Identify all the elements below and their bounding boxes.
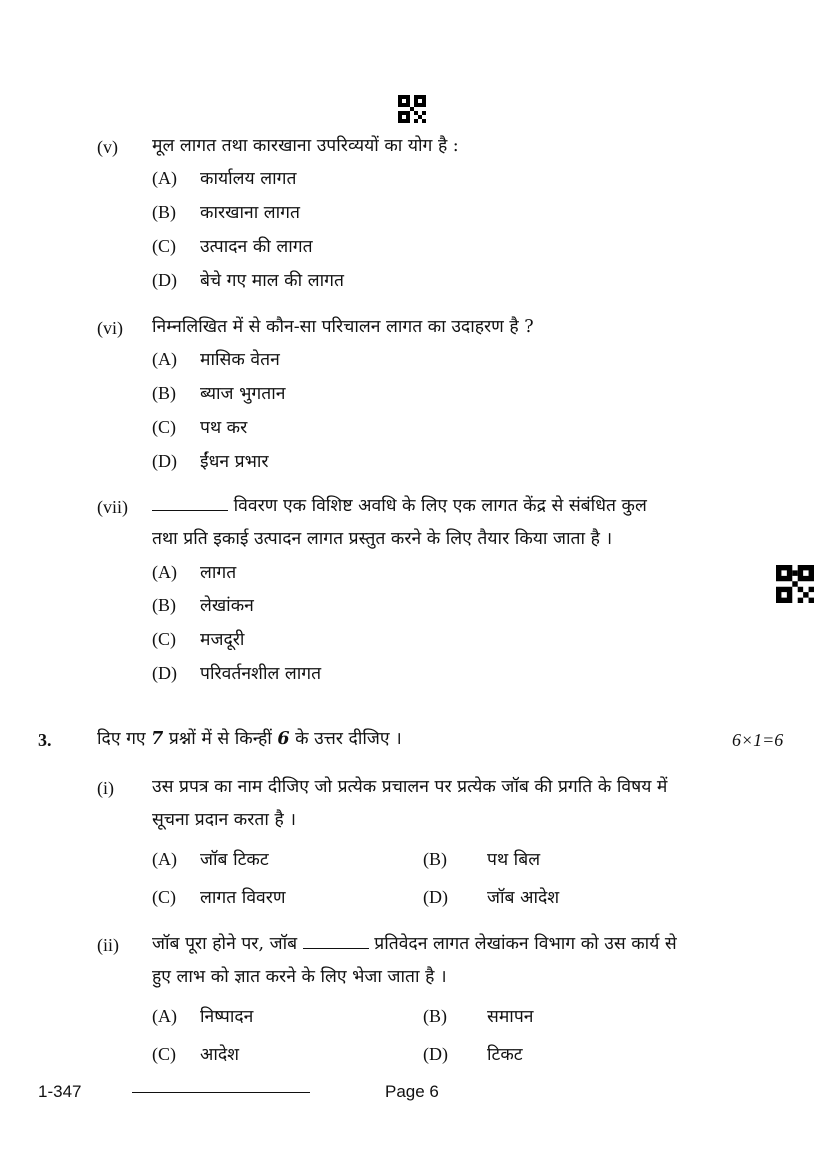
option-text: आदेश (200, 1045, 240, 1065)
option-text: उत्पादन की लागत (200, 237, 313, 257)
marks-allocation: 6×1=6 (732, 730, 784, 750)
option-label: (B) (152, 595, 176, 615)
option-text: जॉब आदेश (487, 888, 560, 908)
option-label: (D) (423, 887, 448, 907)
option-label: (D) (152, 270, 177, 290)
option-label: (A) (152, 168, 177, 188)
question-text-line1: विवरण एक विशिष्ट अवधि के लिए एक लागत केंद्र से संबंधित कुल (152, 490, 647, 523)
option-text: बेचे गए माल की लागत (200, 271, 344, 291)
question-text-line2: तथा प्रति इकाई उत्पादन लागत प्रस्तुत करने के लिए तैयार किया जाता है । (152, 529, 613, 549)
fill-blank (303, 930, 369, 949)
option-label: (B) (423, 1006, 447, 1026)
option-text: निष्पादन (200, 1007, 254, 1027)
option-text: कारखाना लागत (200, 203, 301, 223)
fill-blank (152, 492, 228, 511)
qr-code-top (398, 95, 426, 123)
question-text: निम्नलिखित में से कौन-सा परिचालन लागत का उदाहरण है ? (152, 317, 534, 337)
question-text-line1: जॉब पूरा होने पर, जॉब प्रतिवेदन लागत लेखांकन विभाग को उस कार्य से (152, 928, 677, 961)
question-text-line2: हुए लाभ को ज्ञात करने के लिए भेजा जाता है । (152, 967, 447, 987)
option-label: (C) (152, 417, 176, 437)
option-text: लागत (200, 563, 237, 583)
question-number: (i) (97, 778, 114, 798)
option-label: (D) (152, 451, 177, 471)
qr-code-side (776, 565, 814, 603)
option-text: मासिक वेतन (200, 350, 280, 370)
option-text: पथ कर (200, 418, 248, 438)
option-text: लेखांकन (200, 596, 254, 616)
option-label: (C) (152, 629, 176, 649)
option-label: (B) (152, 383, 176, 403)
option-text: ईंधन प्रभार (200, 452, 269, 472)
question-number: 3. (38, 730, 52, 750)
footer-divider (132, 1092, 310, 1093)
option-text: पथ बिल (487, 850, 541, 870)
page-number: Page 6 (385, 1082, 439, 1101)
question-number: (vi) (97, 318, 123, 338)
option-label: (A) (152, 849, 177, 869)
option-text: कार्यालय लागत (200, 169, 297, 189)
option-text: टिकट (487, 1045, 523, 1065)
question-instruction: दिए गए 7 प्रश्नों में से किन्हीं 6 के उत्तर दीजिए । (97, 729, 402, 749)
option-label: (B) (423, 849, 447, 869)
option-label: (C) (152, 236, 176, 256)
question-text-line1: उस प्रपत्र का नाम दीजिए जो प्रत्येक प्रचालन पर प्रत्येक जॉब की प्रगति के विषय में (152, 777, 668, 797)
question-text: मूल लागत तथा कारखाना उपरिव्ययों का योग है : (152, 136, 459, 156)
option-text: परिवर्तनशील लागत (200, 664, 322, 684)
question-number: (vii) (97, 497, 128, 517)
option-label: (A) (152, 349, 177, 369)
option-label: (A) (152, 1006, 177, 1026)
option-label: (C) (152, 887, 176, 907)
option-label: (B) (152, 202, 176, 222)
paper-code: 1-347 (38, 1082, 82, 1101)
option-text: लागत विवरण (200, 888, 286, 908)
option-label: (D) (152, 663, 177, 683)
option-text: समापन (487, 1007, 534, 1027)
option-text: जॉब टिकट (200, 850, 269, 870)
question-text-line2: सूचना प्रदान करता है । (152, 810, 296, 830)
question-number: (v) (97, 137, 118, 157)
option-text: ब्याज भुगतान (200, 384, 286, 404)
option-label: (C) (152, 1044, 176, 1064)
question-number: (ii) (97, 935, 119, 955)
option-label: (D) (423, 1044, 448, 1064)
option-text: मजदूरी (200, 630, 245, 650)
option-label: (A) (152, 562, 177, 582)
